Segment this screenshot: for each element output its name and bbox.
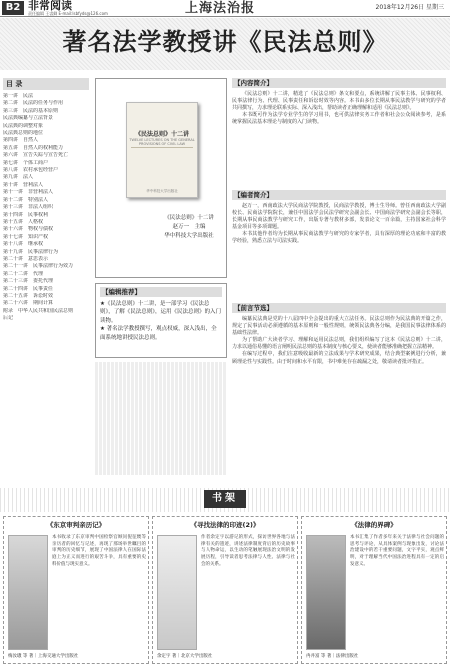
toc-item: 民法典编纂与立法背景 [3,115,54,122]
decorative-pattern [95,362,227,475]
book-title: 《民法总则》十二讲 [164,215,214,221]
toc-item: 第五讲 自然人的权利能力 [3,144,64,151]
toc-item: 第二十二讲 代理 [3,270,44,277]
toc-item: 第十九讲 民事法律行为 [3,248,59,255]
preface-paragraph: 为了帮助广大读者学习、理解和运用民法总则，我们组织编写了这本《民法总则》十二讲，力求以通俗易懂的语言阐明民法总则的基本制度与核心要义，使读者能够准确把握立法精神。 [232,337,446,351]
toc-item: 第十四讲 民事权利 [3,211,49,218]
toc-item: 第二讲 民法的任务与作用 [3,100,64,107]
editor-rec-line: ★ 著名法学教授撰写，观点权威，深入浅出，全面系统地讲授民法总则。 [100,326,217,341]
toc-item: 第一讲 民法 [3,93,34,99]
review-book-cover [157,535,197,650]
editor-credit: 责任编辑 王睿卿 E-mail:lsbfyds@126.com [28,11,108,16]
editor-rec-heading: 【编辑推荐】 [100,287,222,297]
toc-item: 第十七讲 知识产权 [3,233,49,240]
author-heading: 【编者简介】 [232,190,446,200]
toc-item: 第四讲 自然人 [3,137,39,144]
page-number: B2 [2,1,24,15]
toc-item: 民法典总则的地位 [3,130,44,137]
headline: 著名法学教授讲《民法总则》 [62,27,388,56]
headline-banner [0,18,450,70]
intro-heading: 【内容简介】 [232,78,446,88]
preface-heading: 【前言节选】 [232,303,446,313]
review-info: 余定宇 著｜北京大学出版社 [157,654,213,659]
toc-item: 第二十六讲 期间计算 [3,300,54,307]
toc-item: 第二十讲 意思表示 [3,255,49,262]
newspaper-brand: 上海法治报 [185,1,256,16]
toc-item: 民法典的调整对象 [3,122,44,129]
book-review [3,516,149,664]
toc-item: 第十二讲 特别法人 [3,196,49,203]
review-book-cover [306,535,346,650]
toc-item: 第二十三讲 委托代理 [3,278,54,285]
page-header [0,0,450,17]
book-feature [95,78,227,278]
review-text: 作者余定宇以游记的形式，探访世界各地与法律有关的遗迹，讲述法律制度背后的历史故事与人物命运，以生动的笔触展现法治文明的发展历程，引导读者思考法律与人性、法律与社会的关系。 [201,535,295,567]
toc-item: 第十八讲 继承权 [3,241,44,248]
toc-item: 第六讲 宣告失踪与宣告死亡 [3,152,69,159]
toc-item: 第十五讲 人格权 [3,218,44,225]
review-info: 冉井富 等 著｜法律出版社 [306,654,359,659]
toc-item: 第九讲 法人 [3,174,34,181]
review-title: 《东京审判亲历记》 [46,521,106,529]
book-author: 赵万一 主编 [172,224,206,230]
toc-item: 第十三讲 非法人组织 [3,204,54,211]
table-of-contents [3,78,89,473]
cover-title: 《民法总则》十二讲 [134,131,189,138]
intro-paragraph: 本书既可作为法学专业学生的学习用书，也可供法律实务工作者和社会公众阅读参考，是系统掌握民法基本理论与制度的入门读物。 [232,112,446,126]
cover-rule [131,147,193,148]
book-review [152,516,298,664]
toc-item: 第二十五讲 诉讼时效 [3,292,54,299]
book-review [301,516,447,664]
author-paragraph: 赵万一，西南政法大学民商法学院教授，民商法学教授，博士生导师。曾任西南政法大学副校长、民商法学院院长，兼任中国法学会民法学研究会副会长、中国商法学研究会副会长等职，长期从事民商法教学与研究工作，出版专著与教材多部，发表论文一百余篇，主持国家社会科学基金项目等多项课题。 [232,203,446,231]
toc-item: 第二十一讲 民事法律行为效力 [3,263,74,270]
cover-publisher: 华中科技大学出版社 [146,189,178,193]
toc-item: 第十一讲 非营利法人 [3,189,54,196]
section-title: 非常阅读 [28,0,72,12]
toc-item: 第十讲 营利法人 [3,181,44,188]
content-summary [232,78,446,188]
preface-paragraph: 在编写过程中，我们注意吸收最新的立法成果与学术研究成果，结合典型案例进行分析，兼顾理论性与实践性。由于时间和水平有限，书中难免存在疏漏之处，敬请读者批评指正。 [232,351,446,365]
cover-subtitle: TWELVE LECTURES ON THE GENERAL PROVISIONS OF CIVIL LAW [129,138,195,146]
editor-recommendation [95,283,227,358]
toc-heading: 目 录 [3,78,89,90]
toc-item: 第十六讲 物权与债权 [3,226,54,233]
review-text: 本书汇集了作者多年来关于法律与社会问题的思考与评论，从具体案例与现象出发，讨论法治建设中的若干重要问题，文字平实，观点鲜明，对于理解当代中国法治进程具有一定的启发意义。 [350,535,444,567]
review-text: 本书收录了东京审判中国检察官顾问倪征燠等亲历者的回忆与记述，再现了那场举世瞩目的审判的历史细节，展现了中国法律人在国际法庭上为正义而进行的艰苦斗争，具有重要的史料价值与现实意义。 [52,535,146,567]
toc-item: 第三讲 民法的基本原则 [3,107,59,114]
issue-date: 2018年12月26日 星期三 [375,4,444,11]
book-publisher: 华中科技大学出版社 [164,233,214,239]
toc-item: 附录 中华人民共和国民法总则 [3,307,74,314]
bookshelf-label: 书架 [204,490,246,508]
toc-item: 后记 [3,315,14,322]
author-paragraph: 本书其他作者均为长期从事民商法教学与研究的专家学者，具有深厚的理论功底和丰富的教学经验，熟悉立法与司法实践。 [232,231,446,245]
review-book-cover [8,535,48,650]
toc-item: 第八讲 农村承包经营户 [3,167,59,174]
preface-paragraph: 编纂民法典是党的十八届四中全会提出的重大立法任务。民法总则作为民法典的开篇之作，规定了民事活动必须遵循的基本原则和一般性规则，统领民法典各分编，是我国民事法律体系的基础性法律。 [232,316,446,337]
preface-excerpt [232,303,446,475]
editor-rec-line: ★《民法总则》十二讲，是一部学习《民法总则》，了解《民法总则》，运用《民法总则》的入门读物。 [100,301,222,324]
editor-bio [232,190,446,300]
intro-paragraph: 《民法总则》十二讲，精选了《民法总则》条文和要点，系统讲解了民事主体、民事权利、民事法律行为、代理、民事责任和诉讼时效等内容。本书由多位长期从事民法教学与研究的学者共同撰写，力求理论联系实际、深入浅出，帮助读者正确理解和适用《民法总则》。 [232,91,446,112]
book-info [152,214,226,241]
review-info: 梅汝璈 等 著｜上海交通大学出版社 [8,654,79,659]
toc-item: 第二十四讲 民事责任 [3,285,54,292]
review-title: 《寻找法律的印迹(2)》 [190,521,260,529]
toc-item: 第七讲 个体工商户 [3,159,49,166]
review-title: 《法律的界碑》 [351,521,397,529]
book-cover [126,102,198,198]
toc-list [3,93,89,323]
